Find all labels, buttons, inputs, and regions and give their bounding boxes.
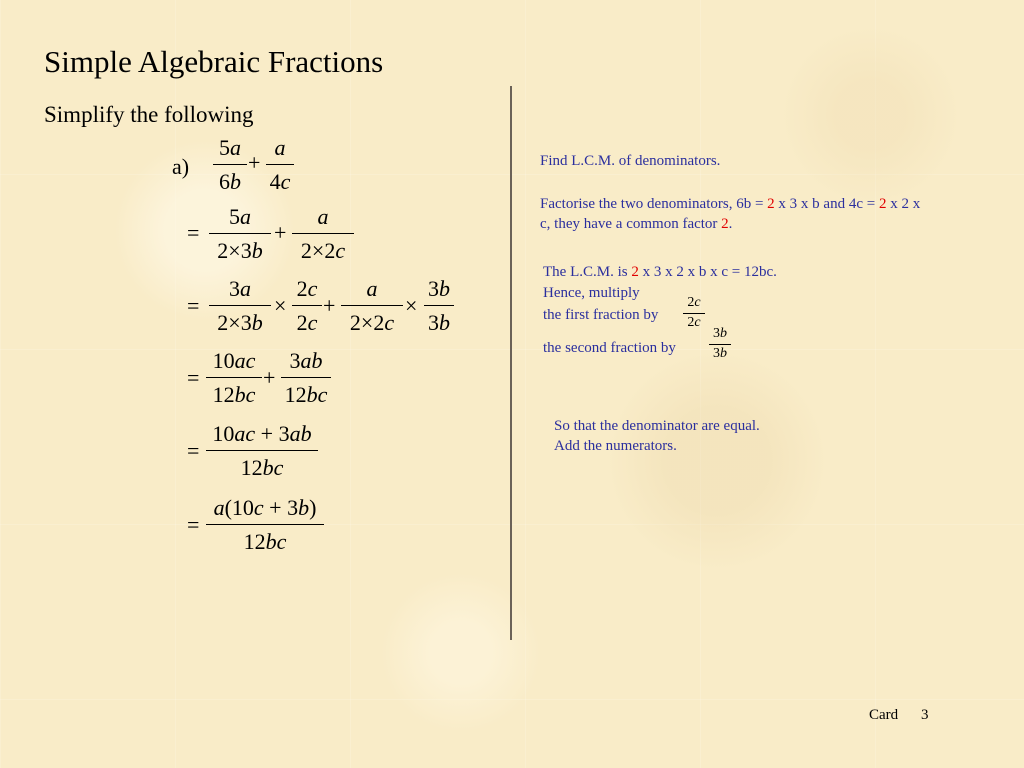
times-operator: × bbox=[405, 293, 418, 318]
plus-operator: + bbox=[248, 150, 261, 175]
note-first-fraction: the first fraction by bbox=[543, 307, 659, 323]
fraction bbox=[281, 348, 331, 408]
multiplier-fraction-first: 2c 2c bbox=[683, 295, 705, 331]
fraction bbox=[206, 421, 318, 481]
note-lcm-result: The L.C.M. is 2 x 3 x 2 x b x c = 12bc. bbox=[543, 264, 777, 280]
denominator: 2c bbox=[296, 310, 318, 335]
numerator: a bbox=[317, 204, 329, 229]
slide-subtitle: Simplify the following bbox=[44, 102, 254, 127]
plus-operator: + bbox=[274, 220, 287, 245]
fraction bbox=[424, 276, 454, 336]
denominator: 6b bbox=[219, 169, 241, 194]
numerator: 5a bbox=[229, 204, 251, 229]
numerator: 3b bbox=[428, 276, 450, 301]
multiplier-fraction-second: 3b 3b bbox=[709, 326, 731, 362]
fraction bbox=[341, 276, 403, 336]
denominator: 2×3b bbox=[217, 310, 263, 335]
equals-sign: = bbox=[187, 365, 200, 390]
denominator: 12bc bbox=[212, 382, 256, 407]
numerator: 10ac bbox=[212, 348, 256, 373]
slide-title: Simple Algebraic Fractions bbox=[44, 44, 384, 79]
numerator: 2c bbox=[296, 276, 318, 301]
note-find-lcm: Find L.C.M. of denominators. bbox=[540, 153, 721, 169]
note-add-numerators: Add the numerators. bbox=[554, 438, 677, 454]
denominator: 2×2c bbox=[349, 310, 395, 335]
equals-sign: = bbox=[187, 220, 200, 245]
card-label: Card bbox=[869, 707, 899, 723]
numerator: a bbox=[274, 135, 286, 160]
denominator: 4c bbox=[269, 169, 291, 194]
fraction bbox=[292, 276, 322, 336]
equals-sign: = bbox=[187, 438, 200, 463]
note-hence: Hence, multiply bbox=[543, 285, 640, 301]
denominator: 12bc bbox=[284, 382, 328, 407]
fraction bbox=[292, 204, 354, 264]
note-factorise: Factorise the two denominators, 6b = 2 x 3 x b and 4c = 2 x 2 x c, they have a common factor 2. bbox=[540, 196, 921, 232]
numerator: 10ac + 3ab bbox=[212, 421, 312, 446]
fraction bbox=[206, 348, 262, 408]
fraction bbox=[206, 495, 324, 555]
fraction bbox=[213, 135, 247, 195]
plus-operator: + bbox=[323, 293, 336, 318]
denominator: 12bc bbox=[243, 529, 287, 554]
numerator: 3ab bbox=[289, 348, 323, 373]
denominator: 3b bbox=[428, 310, 450, 335]
numerator: a(10c + 3b) bbox=[213, 495, 317, 520]
equals-sign: = bbox=[187, 293, 200, 318]
card-number: 3 bbox=[921, 707, 929, 723]
numerator: a bbox=[366, 276, 378, 301]
denominator: 2×3b bbox=[217, 238, 263, 263]
note-equal-denominators: So that the denominator are equal. bbox=[554, 418, 760, 434]
note-second-fraction: the second fraction by bbox=[543, 340, 676, 356]
numerator: 3a bbox=[229, 276, 251, 301]
fraction bbox=[209, 276, 271, 336]
fraction bbox=[266, 135, 294, 195]
denominator: 12bc bbox=[240, 455, 284, 480]
denominator: 2×2c bbox=[300, 238, 346, 263]
fraction bbox=[209, 204, 271, 264]
times-operator: × bbox=[274, 293, 287, 318]
numerator: 5a bbox=[219, 135, 241, 160]
equals-sign: = bbox=[187, 512, 200, 537]
plus-operator: + bbox=[263, 365, 276, 390]
part-label: a) bbox=[172, 154, 190, 179]
